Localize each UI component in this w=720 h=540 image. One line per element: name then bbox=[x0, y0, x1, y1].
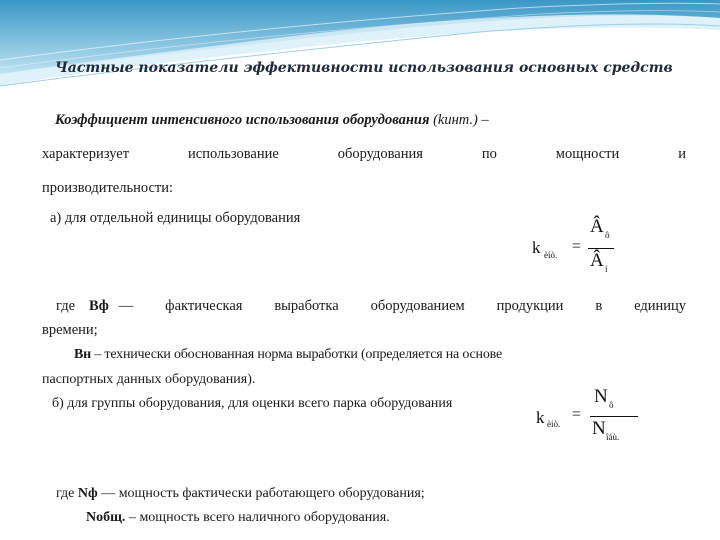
word: использование bbox=[188, 146, 279, 162]
formula-equals: = bbox=[572, 238, 582, 255]
formula-group bbox=[536, 386, 646, 446]
term-vf: Вф bbox=[89, 298, 109, 314]
item-b-text: б) для группы оборудования, для оценки всего парка оборудования bbox=[52, 396, 453, 411]
where-nobsh-line bbox=[86, 510, 390, 526]
where-vn-line bbox=[74, 347, 502, 363]
formula-k-subscript: èíò. bbox=[544, 250, 558, 260]
formula-denominator-subscript: í bbox=[605, 264, 608, 274]
definition-symbol: (kинт.) bbox=[433, 112, 478, 128]
word: характеризует bbox=[42, 146, 130, 162]
formula-numerator: N bbox=[594, 386, 608, 407]
formula-denominator-subscript: îáù. bbox=[606, 432, 620, 442]
definition-line-3: производительности: bbox=[42, 180, 174, 196]
where-word: где bbox=[56, 486, 75, 501]
formula-individual bbox=[532, 214, 632, 278]
decorative-banner bbox=[0, 0, 720, 95]
formula-numerator: Â bbox=[590, 216, 604, 237]
definition-line-2 bbox=[42, 146, 686, 163]
formula-k: k bbox=[532, 238, 541, 257]
fraction-bar bbox=[588, 248, 614, 249]
where-vf-line bbox=[56, 298, 686, 315]
formula-k-subscript: èíò. bbox=[547, 419, 561, 429]
formula-numerator-subscript: ô bbox=[609, 400, 614, 410]
where-word: где bbox=[56, 298, 76, 314]
word: по bbox=[481, 146, 497, 162]
fraction-bar bbox=[590, 416, 638, 417]
item-a-text: а) для отдельной единицы оборудования bbox=[50, 210, 301, 226]
nobsh-description: – мощность всего наличного оборудования. bbox=[125, 510, 390, 525]
formula-numerator-subscript: ô bbox=[605, 230, 610, 240]
where-vf-line-2: времени; bbox=[42, 322, 98, 338]
term-nf: Nф bbox=[77, 486, 98, 501]
word: оборудования bbox=[337, 146, 423, 162]
nf-description: –– мощность фактически работающего оборудования; bbox=[97, 486, 425, 501]
definition-dash: – bbox=[481, 112, 489, 128]
word: мощности bbox=[555, 146, 620, 162]
word: и bbox=[678, 146, 686, 162]
formula-k: k bbox=[536, 408, 545, 427]
term-vn: Вн bbox=[74, 347, 92, 362]
formula-denominator: N bbox=[592, 418, 606, 439]
formula-equals: = bbox=[572, 406, 582, 423]
where-nf-line bbox=[56, 486, 425, 502]
definition-line bbox=[55, 112, 489, 129]
slide-title: Частные показатели эффективности использования основных средств bbox=[55, 60, 673, 76]
vn-description: – технически обоснованная норма выработки (определяется на основе bbox=[91, 347, 502, 362]
where-vn-line-2: паспортных данных оборудования). bbox=[42, 372, 256, 387]
term-nobsh: Nобщ. bbox=[86, 510, 126, 525]
definition-term: Коэффициент интенсивного использования оборудования bbox=[55, 112, 430, 128]
formula-denominator: Â bbox=[590, 250, 604, 271]
vf-description: — фактическая выработка оборудованием продукции в единицу bbox=[118, 298, 686, 314]
